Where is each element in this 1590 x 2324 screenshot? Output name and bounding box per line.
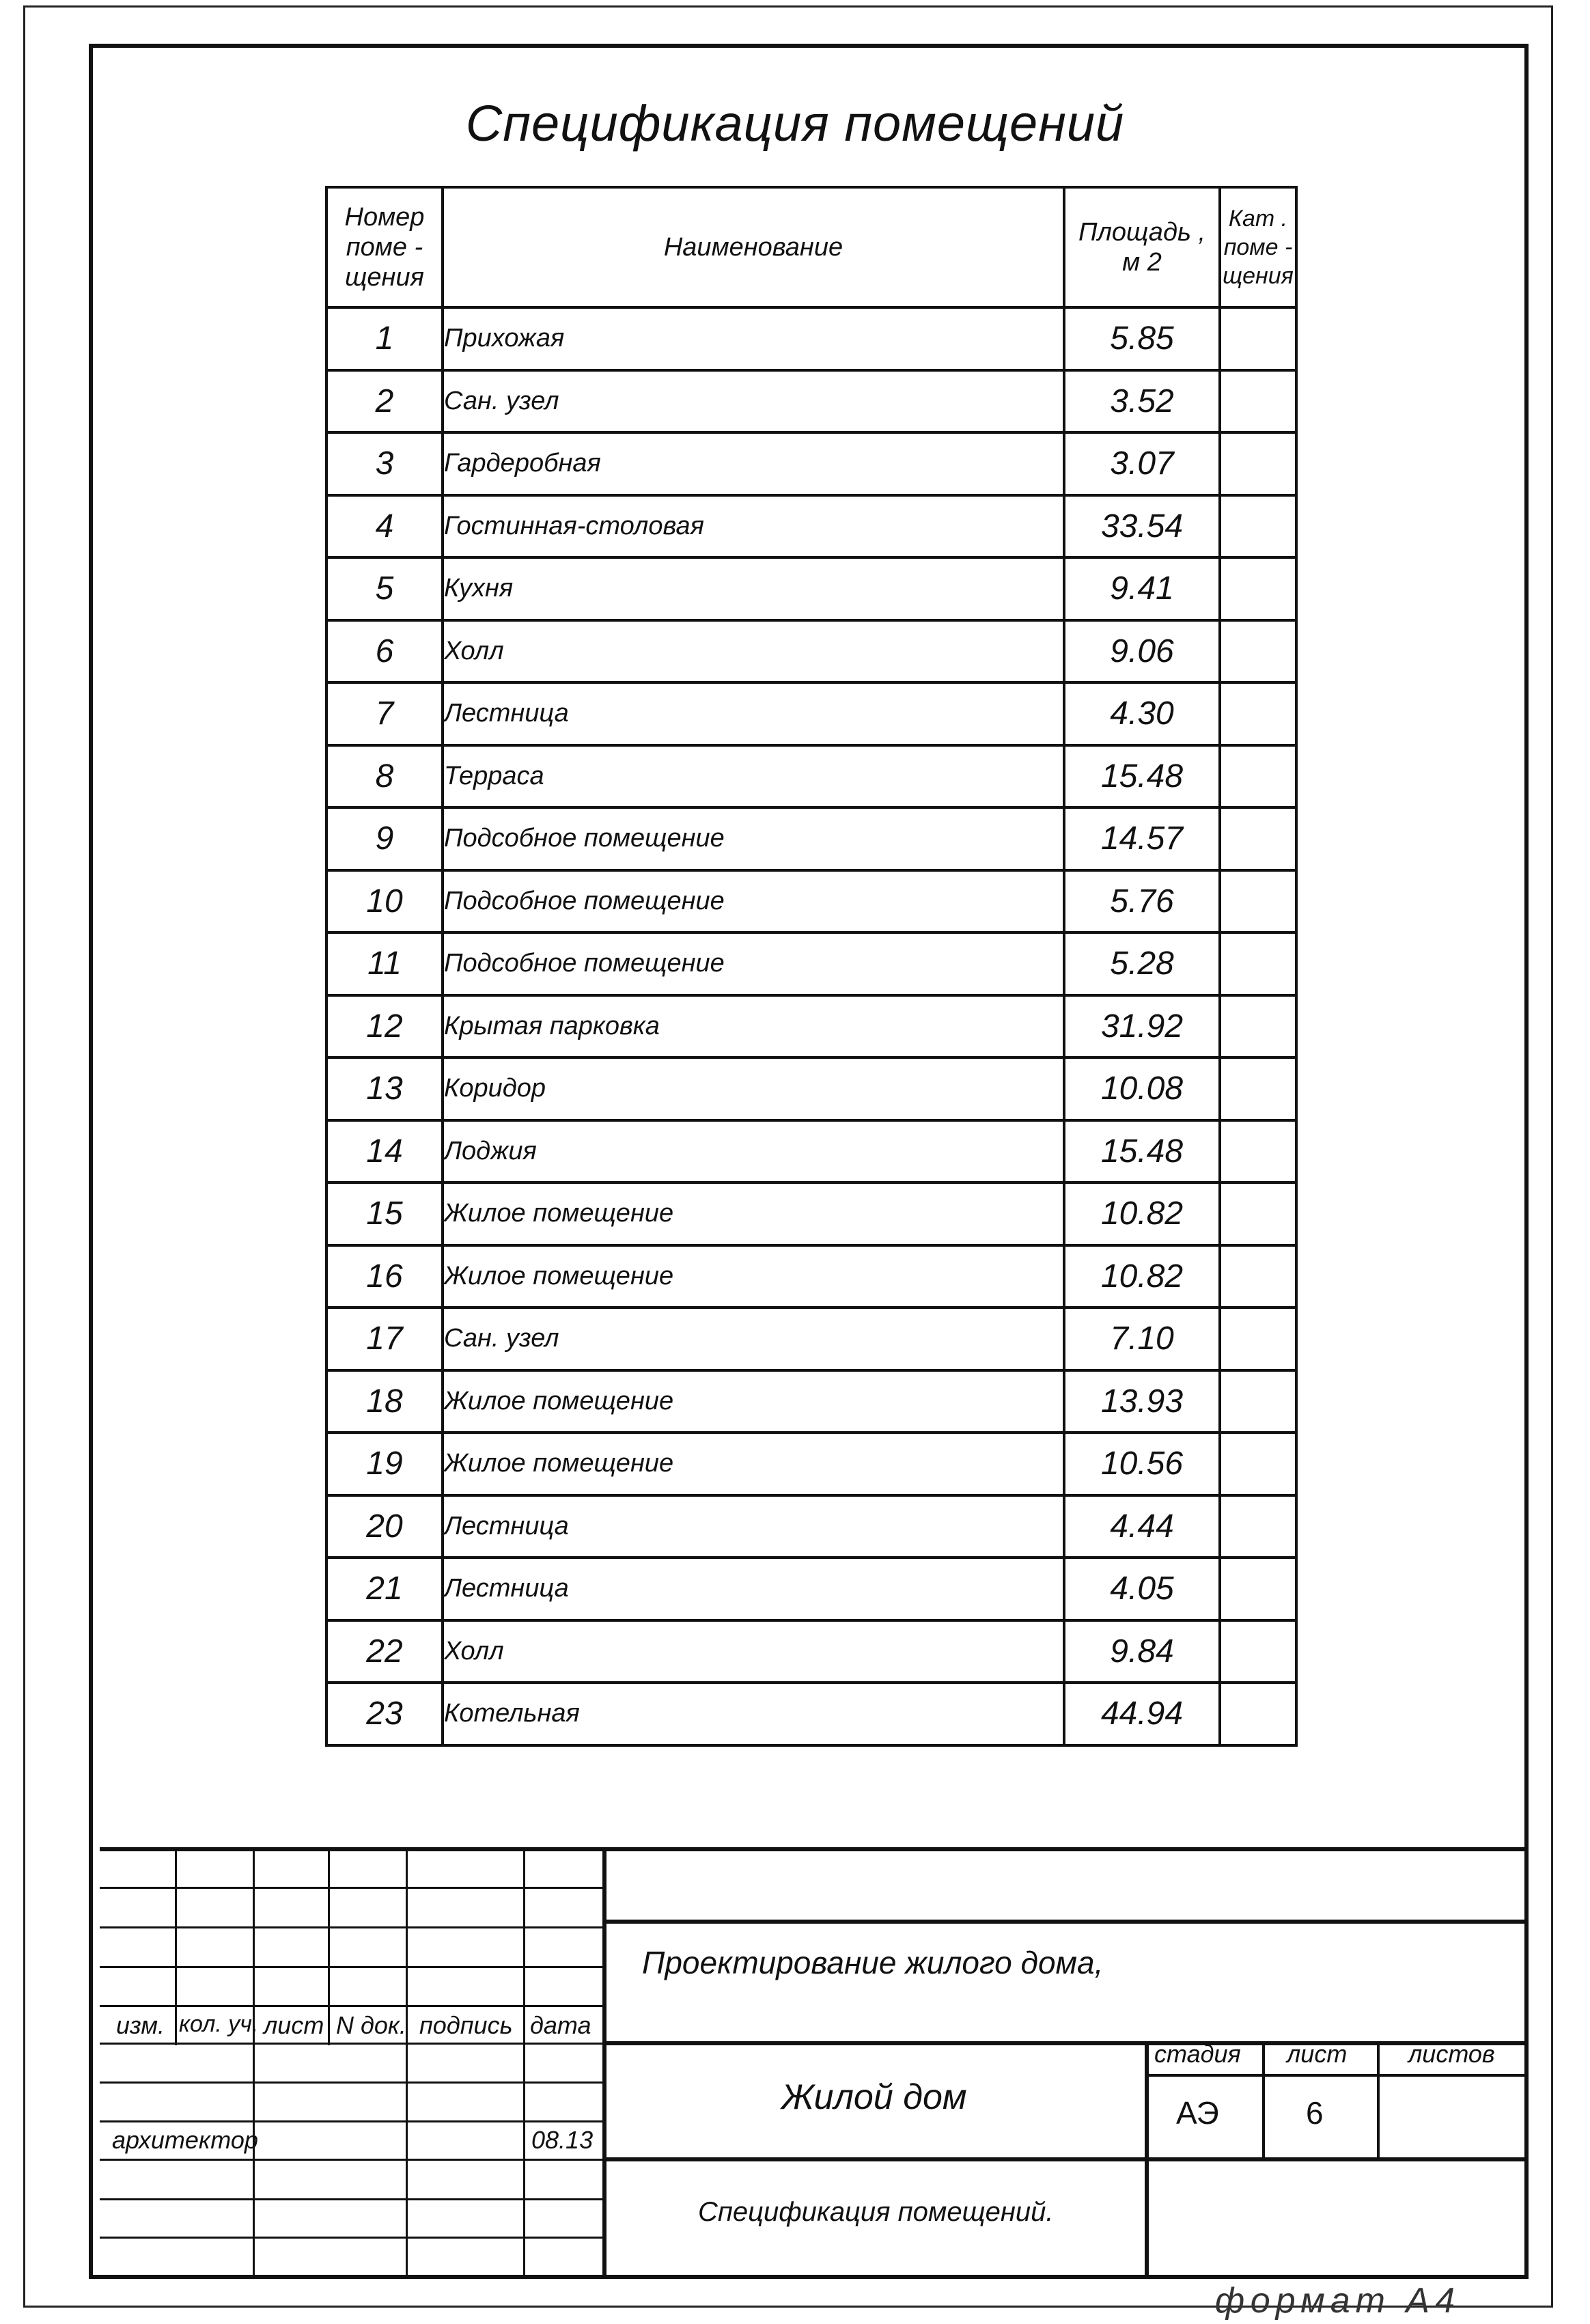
header-number-line: поме - — [346, 233, 423, 262]
room-name-cell: Подсобное помещение — [443, 807, 1064, 870]
room-number-cell: 1 — [326, 307, 443, 370]
date-value: 08.13 — [531, 2126, 594, 2154]
sheets-label: листов — [1408, 2040, 1495, 2068]
room-name-cell: Холл — [443, 620, 1064, 683]
table-row — [326, 682, 1296, 745]
room-category-cell — [1220, 1182, 1296, 1245]
table-row — [326, 870, 1296, 933]
room-area-cell: 15.48 — [1064, 1120, 1220, 1183]
room-name-cell: Прихожая — [443, 307, 1064, 370]
room-area-cell: 5.28 — [1064, 932, 1220, 995]
header-category-line: поме - — [1223, 234, 1293, 260]
room-name-cell: Жилое помещение — [443, 1370, 1064, 1433]
room-category-cell — [1220, 1558, 1296, 1620]
room-number-cell: 17 — [326, 1308, 443, 1370]
sheet-label: лист — [1287, 2040, 1348, 2068]
room-number-cell: 6 — [326, 620, 443, 683]
stamp-right-line — [1145, 2074, 1529, 2077]
table-row — [326, 1558, 1296, 1620]
stage-label: стадия — [1154, 2040, 1241, 2068]
stamp-row-line — [100, 2120, 602, 2122]
room-name-cell: Жилое помещение — [443, 1433, 1064, 1495]
table-row — [326, 1308, 1296, 1370]
role-architect: архитектор — [112, 2126, 258, 2154]
room-area-cell: 4.05 — [1064, 1558, 1220, 1620]
room-category-cell — [1220, 432, 1296, 495]
room-category-cell — [1220, 1495, 1296, 1558]
room-category-cell — [1220, 1057, 1296, 1120]
room-name-cell: Котельная — [443, 1683, 1064, 1745]
stamp-col-line — [175, 1847, 177, 2045]
table-row — [326, 745, 1296, 808]
stamp-right-line — [602, 2157, 1529, 2161]
room-name-cell: Подсобное помещение — [443, 932, 1064, 995]
table-row — [326, 307, 1296, 370]
room-number-cell: 20 — [326, 1495, 443, 1558]
room-category-cell — [1220, 870, 1296, 933]
stamp-row-line — [100, 2237, 602, 2239]
room-number-cell: 21 — [326, 1558, 443, 1620]
room-category-cell — [1220, 1370, 1296, 1433]
header-area — [1064, 187, 1220, 307]
object-name: Жилой дом — [781, 2077, 967, 2117]
room-area-cell: 31.92 — [1064, 995, 1220, 1058]
room-number-cell: 5 — [326, 557, 443, 620]
table-row — [326, 495, 1296, 558]
room-name-cell: Лоджия — [443, 1120, 1064, 1183]
room-area-cell: 10.82 — [1064, 1182, 1220, 1245]
room-area-cell: 10.56 — [1064, 1433, 1220, 1495]
room-area-cell: 5.85 — [1064, 307, 1220, 370]
table-row — [326, 1620, 1296, 1683]
stamp-col-line — [406, 2043, 408, 2275]
stamp-col-line — [523, 2043, 525, 2275]
room-area-cell: 13.93 — [1064, 1370, 1220, 1433]
room-number-cell: 9 — [326, 807, 443, 870]
room-name-cell: Холл — [443, 1620, 1064, 1683]
table-row — [326, 932, 1296, 995]
room-name-cell: Гостинная-столовая — [443, 495, 1064, 558]
room-category-cell — [1220, 495, 1296, 558]
room-name-cell: Коридор — [443, 1057, 1064, 1120]
room-area-cell: 9.84 — [1064, 1620, 1220, 1683]
room-name-cell: Лестница — [443, 1558, 1064, 1620]
room-name-cell: Крытая парковка — [443, 995, 1064, 1058]
table-row — [326, 370, 1296, 433]
stamp-left-divider — [602, 1847, 606, 2275]
room-area-cell: 14.57 — [1064, 807, 1220, 870]
room-area-cell: 44.94 — [1064, 1683, 1220, 1745]
room-category-cell — [1220, 1245, 1296, 1308]
room-name-cell: Жилое помещение — [443, 1182, 1064, 1245]
room-area-cell: 10.82 — [1064, 1245, 1220, 1308]
stamp-top-line — [100, 1847, 1529, 1851]
room-area-cell: 7.10 — [1064, 1308, 1220, 1370]
stamp-col-line — [523, 1847, 525, 2045]
room-area-cell: 4.44 — [1064, 1495, 1220, 1558]
room-area-cell: 3.07 — [1064, 432, 1220, 495]
table-row — [326, 1245, 1296, 1308]
room-name-cell: Подсобное помещение — [443, 870, 1064, 933]
table-row — [326, 620, 1296, 683]
col-header-izm: изм. — [116, 2011, 165, 2039]
stamp-row-line — [100, 2159, 602, 2161]
stamp-row-line — [100, 2198, 602, 2200]
room-number-cell: 22 — [326, 1620, 443, 1683]
table-row — [326, 1433, 1296, 1495]
room-number-cell: 15 — [326, 1182, 443, 1245]
room-category-cell — [1220, 1120, 1296, 1183]
table-row — [326, 1683, 1296, 1745]
room-area-cell: 5.76 — [1064, 870, 1220, 933]
room-area-cell: 15.48 — [1064, 745, 1220, 808]
room-name-cell: Кухня — [443, 557, 1064, 620]
room-category-cell — [1220, 682, 1296, 745]
room-number-cell: 14 — [326, 1120, 443, 1183]
header-category-line: Кат . — [1228, 206, 1288, 232]
room-category-cell — [1220, 1433, 1296, 1495]
stamp-col-line — [328, 1847, 330, 2045]
table-row — [326, 557, 1296, 620]
room-name-cell: Терраса — [443, 745, 1064, 808]
col-header-kol-uch: кол. уч. — [179, 2011, 259, 2037]
room-number-cell: 16 — [326, 1245, 443, 1308]
room-name-cell: Лестница — [443, 1495, 1064, 1558]
header-name: Наименование — [443, 187, 1064, 307]
stamp-right-divider — [1377, 2041, 1380, 2157]
room-area-cell: 33.54 — [1064, 495, 1220, 558]
col-header-data: дата — [530, 2011, 591, 2039]
room-area-cell: 9.41 — [1064, 557, 1220, 620]
rooms-table — [325, 186, 1298, 1747]
header-category — [1220, 187, 1296, 307]
room-number-cell: 18 — [326, 1370, 443, 1433]
header-area-line: м 2 — [1122, 248, 1162, 277]
room-category-cell — [1220, 620, 1296, 683]
room-number-cell: 10 — [326, 870, 443, 933]
room-category-cell — [1220, 1620, 1296, 1683]
stamp-right-line — [602, 1920, 1529, 1924]
header-number-line: Номер — [344, 203, 425, 232]
room-number-cell: 19 — [326, 1433, 443, 1495]
table-header-row — [326, 187, 1296, 307]
format-label: формат А4 — [1214, 2281, 1460, 2321]
stamp-col-line — [253, 2043, 255, 2275]
room-category-cell — [1220, 370, 1296, 433]
room-category-cell — [1220, 557, 1296, 620]
header-number-line: щения — [345, 263, 424, 292]
table-row — [326, 995, 1296, 1058]
room-category-cell — [1220, 307, 1296, 370]
table-row — [326, 432, 1296, 495]
header-category-line: щения — [1223, 263, 1294, 289]
sheet-title: Спецификация помещений. — [698, 2197, 1054, 2227]
col-header-podpis: подпись — [419, 2011, 513, 2039]
header-number — [326, 187, 443, 307]
room-name-cell: Сан. узел — [443, 370, 1064, 433]
header-area-line: Площадь , — [1078, 218, 1206, 247]
room-area-cell: 9.06 — [1064, 620, 1220, 683]
table-row — [326, 1370, 1296, 1433]
room-area-cell: 3.52 — [1064, 370, 1220, 433]
room-number-cell: 2 — [326, 370, 443, 433]
room-category-cell — [1220, 807, 1296, 870]
room-number-cell: 11 — [326, 932, 443, 995]
page-title: Спецификация помещений — [465, 95, 1125, 152]
room-category-cell — [1220, 1308, 1296, 1370]
table-row — [326, 807, 1296, 870]
room-category-cell — [1220, 932, 1296, 995]
room-number-cell: 7 — [326, 682, 443, 745]
room-number-cell: 23 — [326, 1683, 443, 1745]
room-number-cell: 4 — [326, 495, 443, 558]
room-category-cell — [1220, 745, 1296, 808]
stage-value: АЭ — [1176, 2095, 1219, 2131]
room-number-cell: 3 — [326, 432, 443, 495]
room-number-cell: 12 — [326, 995, 443, 1058]
table-row — [326, 1120, 1296, 1183]
project-name: Проектирование жилого дома, — [642, 1945, 1104, 1980]
stamp-right-line — [602, 2041, 1529, 2045]
col-header-list: лист — [264, 2011, 324, 2039]
room-name-cell: Жилое помещение — [443, 1245, 1064, 1308]
table-row — [326, 1182, 1296, 1245]
stamp-right-divider — [1262, 2041, 1265, 2157]
table-row — [326, 1057, 1296, 1120]
sheet-value: 6 — [1306, 2095, 1324, 2131]
room-category-cell — [1220, 1683, 1296, 1745]
room-name-cell: Лестница — [443, 682, 1064, 745]
room-area-cell: 4.30 — [1064, 682, 1220, 745]
room-number-cell: 8 — [326, 745, 443, 808]
room-name-cell: Гардеробная — [443, 432, 1064, 495]
table-row — [326, 1495, 1296, 1558]
room-area-cell: 10.08 — [1064, 1057, 1220, 1120]
room-number-cell: 13 — [326, 1057, 443, 1120]
stamp-row-line — [100, 2081, 602, 2084]
col-header-n-dok: N док. — [336, 2011, 406, 2039]
room-category-cell — [1220, 995, 1296, 1058]
room-name-cell: Сан. узел — [443, 1308, 1064, 1370]
